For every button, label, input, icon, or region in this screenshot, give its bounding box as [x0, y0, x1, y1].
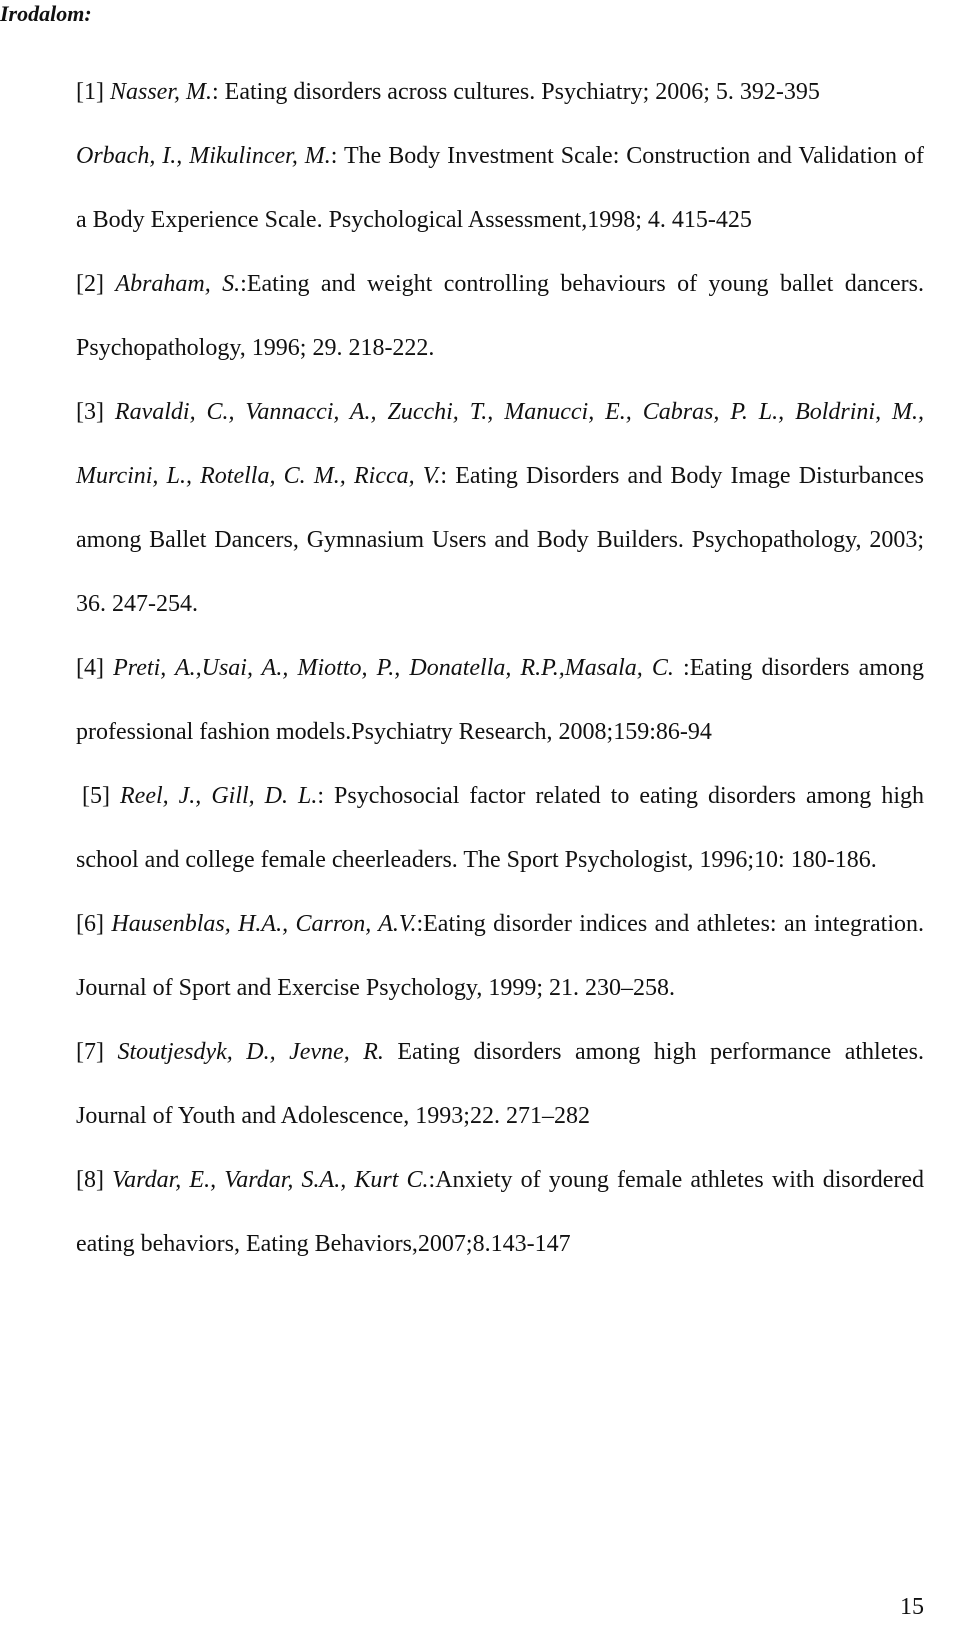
reference-authors: Reel, J., Gill, D. L.: [120, 783, 318, 809]
page-number: 15: [900, 1594, 924, 1620]
reference-item-6: [76, 892, 924, 1020]
reference-authors: Abraham, S.: [115, 271, 241, 297]
reference-text: :Eating disorder indices and athletes: an integration. Journal of Sport and Exercise Psychology, 1999; 21. 230–258.: [76, 911, 924, 1001]
reference-text: :Anxiety of young female athletes with disordered eating behaviors, Eating Behaviors,2007;8.143-147: [76, 1167, 924, 1257]
reference-text: :Eating and weight controlling behaviours of young ballet dancers. Psychopathology, 1996; 29. 218-222.: [76, 271, 924, 361]
reference-label: [6]: [76, 911, 104, 937]
reference-item-5: [76, 764, 924, 892]
reference-item-7: [76, 1020, 924, 1148]
reference-text: Eating disorders among high performance athletes. Journal of Youth and Adolescence, 1993;22. 271–282: [76, 1039, 925, 1129]
reference-item-2: [76, 252, 924, 380]
reference-label: [3]: [76, 399, 104, 425]
reference-label: [8]: [76, 1167, 104, 1193]
reference-text: : Psychosocial factor related to eating disorders among high school and college female cheerleaders. The Sport Psychologist, 1996;10: 180-186.: [76, 783, 924, 873]
reference-authors: Vardar, E., Vardar, S.A., Kurt C.: [112, 1167, 429, 1193]
reference-list: [76, 60, 924, 1276]
reference-text-secondary: : The Body Investment Scale: Construction and Validation of a Body Experience Scale. Psychological Assessment,1998; 4. 415-425: [76, 143, 924, 233]
reference-item-1: [76, 60, 924, 252]
reference-item-3: [76, 380, 924, 636]
reference-label: [5]: [82, 783, 110, 809]
reference-authors: Preti, A.,Usai, A., Miotto, P., Donatella, R.P.,Masala, C.: [113, 655, 674, 681]
reference-item-4: [76, 636, 924, 764]
reference-label: [7]: [76, 1039, 104, 1065]
reference-authors: Stoutjesdyk, D., Jevne, R.: [117, 1039, 384, 1065]
reference-item-8: [76, 1148, 924, 1276]
section-heading: Irodalom:: [0, 1, 92, 26]
reference-label: [1]: [76, 79, 104, 105]
reference-authors: Hausenblas, H.A., Carron, A.V.: [111, 911, 417, 937]
reference-text: : Eating Disorders and Body Image Disturbances among Ballet Dancers, Gymnasium Users and Body Builders. Psychopathology, 2003; 36. 247-254.: [76, 463, 925, 617]
reference-authors: Nasser, M.: [109, 79, 212, 105]
reference-label: [4]: [76, 655, 104, 681]
reference-authors-secondary: Orbach, I., Mikulincer, M.: [76, 143, 331, 169]
reference-label: [2]: [76, 271, 104, 297]
reference-authors: Ravaldi, C., Vannacci, A., Zucchi, T., Manucci, E., Cabras, P. L., Boldrini, M., Murcini, L., Rotella, C. M., Ricca, V.: [76, 399, 925, 489]
reference-text: : Eating disorders across cultures. Psychiatry; 2006; 5. 392-395: [212, 79, 820, 105]
reference-text: :Eating disorders among professional fashion models.Psychiatry Research, 2008;159:86-94: [76, 655, 924, 745]
